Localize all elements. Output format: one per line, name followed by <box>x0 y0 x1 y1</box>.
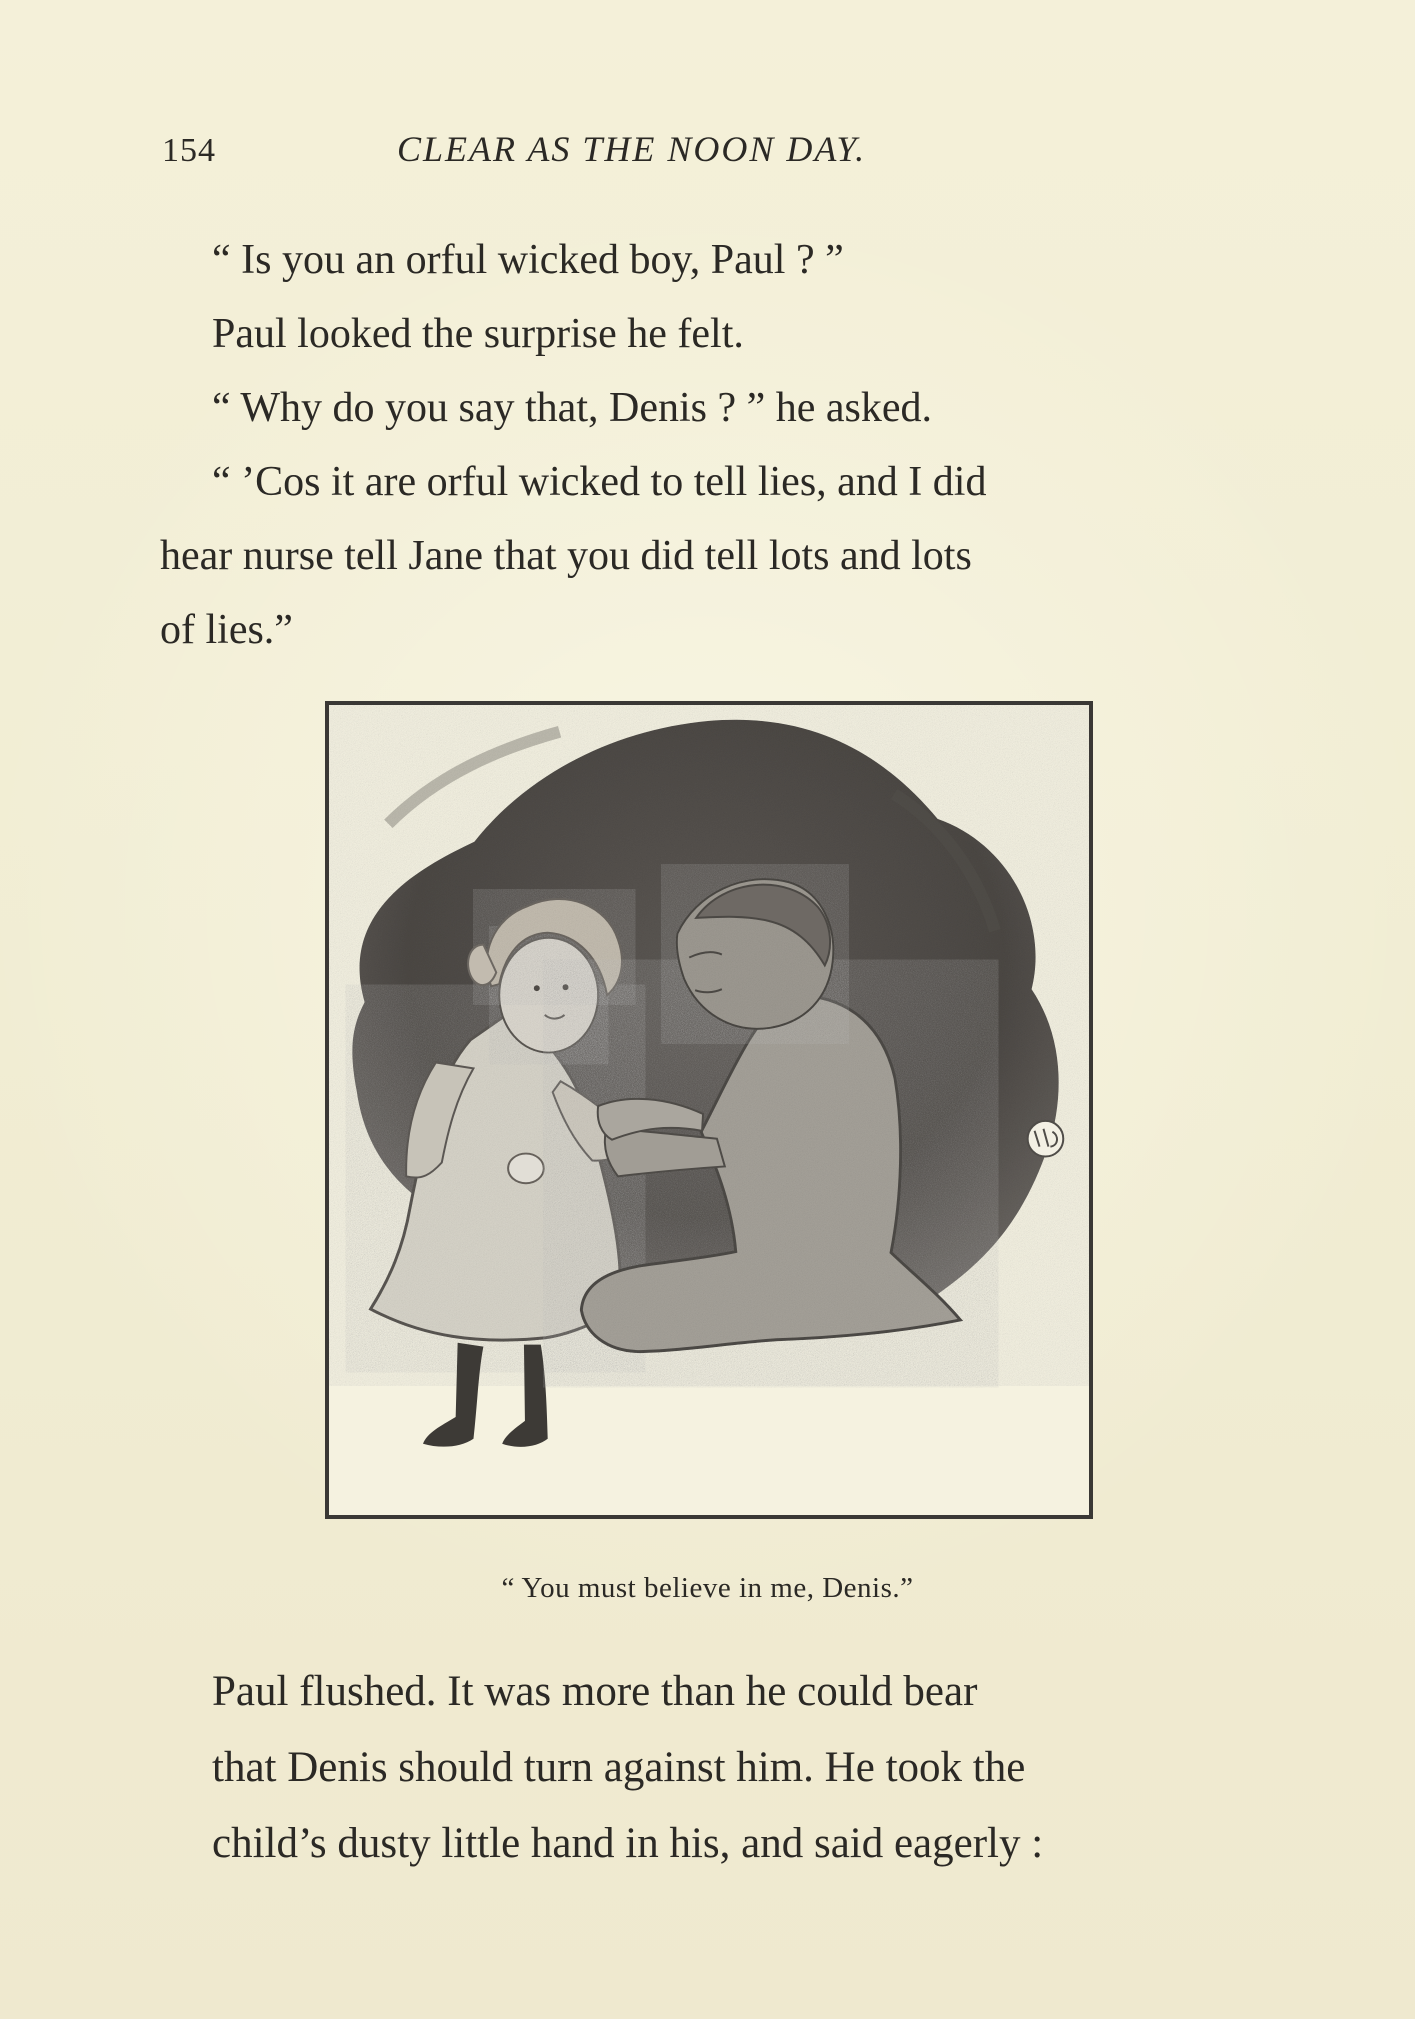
upper-text <box>160 223 1260 667</box>
paragraph-line: “ ’Cos it are orful wicked to tell lies, and I did <box>212 459 987 505</box>
paragraph-line: Paul flushed. It was more than he could bear <box>212 1668 978 1715</box>
paragraph-line: of lies.” <box>160 607 293 653</box>
lower-text <box>160 1654 1260 1882</box>
artist-monogram <box>1028 1121 1064 1157</box>
engraved-illustration <box>329 705 1089 1515</box>
paragraph-line: that Denis should turn against him. He took the <box>212 1744 1026 1791</box>
illustration-caption: “ You must believe in me, Denis.” <box>501 1572 914 1604</box>
running-title: CLEAR AS THE NOON DAY. <box>397 129 867 169</box>
page-number: 154 <box>162 132 216 169</box>
narration-line: Paul looked the surprise he felt. <box>212 311 744 357</box>
paragraph-line: child’s dusty little hand in his, and said eagerly : <box>212 1820 1044 1867</box>
illustration-frame <box>325 701 1093 1519</box>
child-eye-left <box>534 985 540 991</box>
child-face <box>499 938 598 1053</box>
paragraph-line: hear nurse tell Jane that you did tell lots and lots <box>160 533 972 579</box>
dialogue-line: “ Is you an orful wicked boy, Paul ? ” <box>212 237 844 283</box>
page-header <box>162 128 1020 178</box>
child-eye-right <box>563 984 569 990</box>
child-hand <box>508 1154 544 1184</box>
dialogue-line: “ Why do you say that, Denis ? ” he asked. <box>212 385 933 431</box>
